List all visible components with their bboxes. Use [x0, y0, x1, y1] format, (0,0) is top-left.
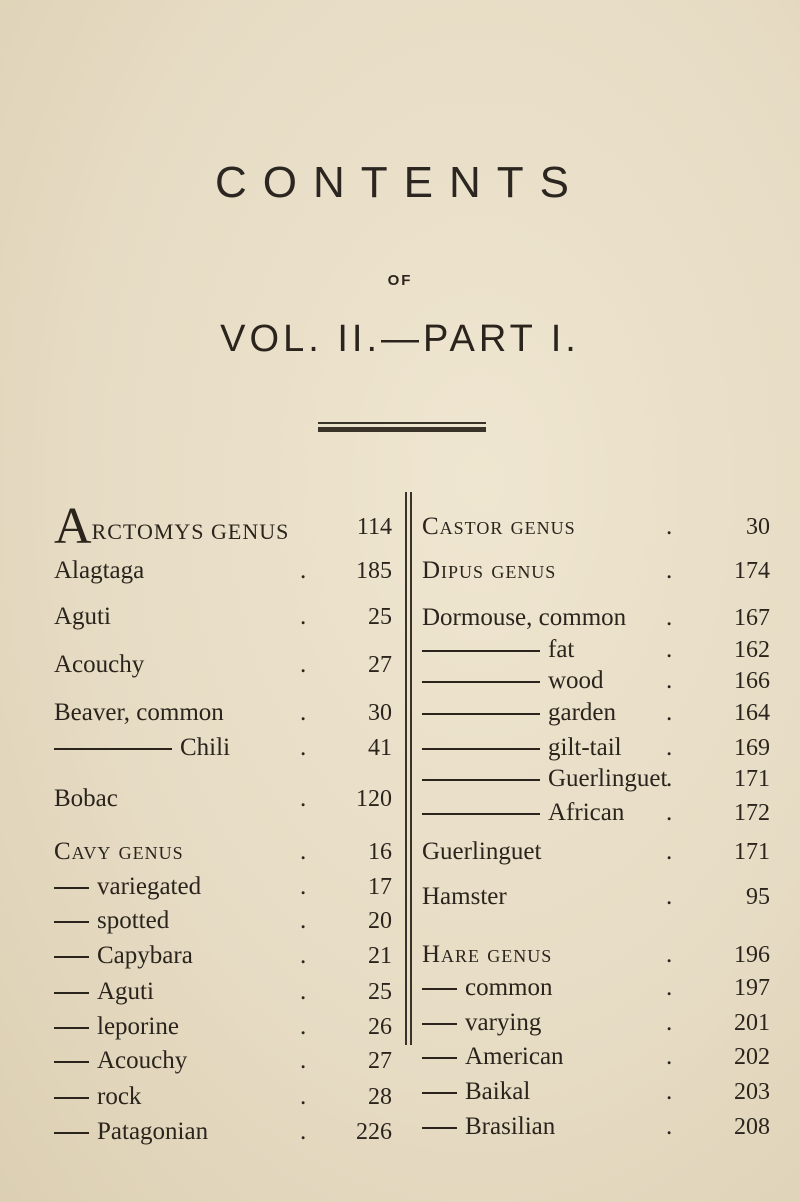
entry-label: Baikal: [465, 1078, 531, 1105]
leader-dot: .: [300, 1118, 307, 1145]
toc-entry: [54, 648, 144, 682]
page-number: 197: [734, 975, 770, 1001]
leader-dot: .: [300, 603, 307, 630]
ditto-dash: [422, 713, 540, 715]
ditto-dash: [54, 1061, 89, 1063]
leader-dot: .: [666, 604, 673, 631]
entry-label: rock: [97, 1083, 142, 1110]
entry-label: Hare genus: [422, 941, 553, 968]
toc-entry: [422, 696, 616, 730]
page-number: 41: [368, 735, 392, 761]
ditto-dash: [54, 956, 89, 958]
leader-dot: .: [666, 799, 673, 826]
page-number: 196: [734, 942, 770, 968]
ditto-dash: [54, 887, 89, 889]
page-number: 25: [368, 604, 392, 630]
page-number: 25: [368, 979, 392, 1005]
ditto-dash: [54, 1027, 89, 1029]
entry-label: Acouchy: [97, 1047, 188, 1074]
leader-dot: .: [666, 838, 673, 865]
entry-label: wood: [548, 667, 604, 694]
page-number: 28: [368, 1084, 392, 1110]
entry-label: Dipus genus: [422, 557, 557, 584]
page-number: 114: [356, 514, 392, 540]
leader-dot: .: [300, 907, 307, 934]
page-number: 95: [746, 884, 770, 910]
entry-label: Guerlinguet: [422, 838, 542, 865]
ditto-dash: [54, 921, 89, 923]
toc-entry: [54, 975, 154, 1009]
leader-dot: .: [300, 873, 307, 900]
toc-entry: [422, 633, 574, 667]
ditto-dash: [422, 813, 540, 815]
toc-entry: [54, 498, 290, 555]
toc-entry: [422, 731, 622, 765]
entry-label: Hamster: [422, 883, 507, 910]
entry-label: fat: [548, 636, 575, 663]
toc-entry: [422, 938, 552, 972]
entry-label: Dormouse, common: [422, 604, 627, 631]
page-number: 169: [734, 735, 770, 761]
entry-label: African: [548, 799, 625, 826]
toc-entry: [422, 796, 624, 830]
entry-label: Chili: [180, 734, 231, 761]
leader-dot: .: [666, 1043, 673, 1070]
leader-dot: .: [666, 974, 673, 1001]
leader-dot: .: [300, 942, 307, 969]
entry-label: Capybara: [97, 942, 193, 969]
leader-dot: .: [666, 513, 673, 540]
leader-dot: .: [666, 557, 673, 584]
toc-entry: [422, 762, 667, 796]
toc-entry: [422, 971, 553, 1005]
toc-entry: [54, 1080, 141, 1114]
page-number: 30: [746, 514, 770, 540]
page-number: 201: [734, 1010, 770, 1036]
page-number: 174: [734, 558, 770, 584]
ditto-dash: [422, 1023, 457, 1025]
leader-dot: .: [300, 651, 307, 678]
page-number: 171: [734, 766, 770, 792]
leader-dot: .: [666, 667, 673, 694]
page-number: 20: [368, 908, 392, 934]
toc-entry: [54, 1010, 179, 1044]
entry-label: Castor genus: [422, 513, 576, 540]
column-divider: [405, 492, 407, 1045]
ditto-dash: [422, 779, 540, 781]
drop-capital: A: [54, 498, 92, 555]
entry-label: leporine: [97, 1013, 179, 1040]
leader-dot: .: [666, 883, 673, 910]
page-number: 203: [734, 1079, 770, 1105]
entry-label: Aguti: [97, 978, 154, 1005]
entry-label: RCTOMYS GENUS: [91, 519, 290, 544]
page-number: 26: [368, 1014, 392, 1040]
toc-entry: [422, 1040, 564, 1074]
leader-dot: .: [300, 1013, 307, 1040]
leader-dot: .: [666, 636, 673, 663]
ditto-dash: [422, 988, 457, 990]
page-number: 202: [734, 1044, 770, 1070]
ditto-dash: [54, 748, 172, 750]
leader-dot: .: [300, 978, 307, 1005]
page-number: 208: [734, 1114, 770, 1140]
leader-dot: .: [666, 1113, 673, 1140]
title-rule-thick: [318, 427, 486, 432]
leader-dot: .: [300, 785, 307, 812]
toc-entry: [54, 600, 111, 634]
entry-label: garden: [548, 699, 617, 726]
entry-label: American: [465, 1043, 564, 1070]
page-number: 27: [368, 652, 392, 678]
toc-entry: [422, 1075, 530, 1109]
entry-label: Beaver, common: [54, 699, 224, 726]
entry-label: common: [465, 974, 553, 1001]
ditto-dash: [422, 1092, 457, 1094]
toc-entry: [422, 601, 626, 635]
page-number: 171: [734, 839, 770, 865]
page-title: CONTENTS: [215, 158, 585, 207]
page-number: 164: [734, 700, 770, 726]
ditto-dash: [54, 1132, 89, 1134]
leader-dot: .: [300, 734, 307, 761]
toc-entry: [54, 870, 201, 904]
page-number: 172: [734, 800, 770, 826]
toc-entry: [422, 1110, 555, 1144]
leader-dot: .: [300, 838, 307, 865]
toc-entry: [54, 731, 230, 765]
entry-label: Patagonian: [97, 1118, 209, 1145]
entry-label: varying: [465, 1009, 542, 1036]
leader-dot: .: [666, 765, 673, 792]
toc-entry: [422, 664, 604, 698]
entry-label: spotted: [97, 907, 170, 934]
ditto-dash: [422, 748, 540, 750]
toc-entry: [54, 1115, 208, 1149]
page-number: 162: [734, 637, 770, 663]
entry-label: Guerlinguet: [548, 765, 668, 792]
entry-label: Brasilian: [465, 1113, 556, 1140]
page-number: 16: [368, 839, 392, 865]
entry-label: Cavy genus: [54, 838, 184, 865]
entry-label: Acouchy: [54, 651, 145, 678]
toc-entry: [422, 880, 507, 914]
page-number: 17: [368, 874, 392, 900]
entry-label: Aguti: [54, 603, 111, 630]
ditto-dash: [422, 1057, 457, 1059]
toc-entry: [54, 835, 184, 869]
toc-entry: [422, 510, 576, 544]
page-number: 120: [356, 786, 392, 812]
toc-entry: [422, 835, 541, 869]
leader-dot: .: [666, 734, 673, 761]
ditto-dash: [422, 650, 540, 652]
page-number: 166: [734, 668, 770, 694]
ditto-dash: [54, 1097, 89, 1099]
subtitle-of: OF: [387, 272, 413, 289]
page-number: 185: [356, 558, 392, 584]
volume-title: VOL. II.—PART I.: [220, 318, 580, 360]
toc-entry: [54, 904, 169, 938]
page-number: 226: [356, 1119, 392, 1145]
page-number: 27: [368, 1048, 392, 1074]
leader-dot: .: [666, 699, 673, 726]
ditto-dash: [422, 1127, 457, 1129]
entry-label: variegated: [97, 873, 202, 900]
entry-label: gilt-tail: [548, 734, 622, 761]
leader-dot: .: [300, 1083, 307, 1110]
leader-dot: .: [300, 557, 307, 584]
ditto-dash: [422, 681, 540, 683]
entry-label: Alagtaga: [54, 557, 145, 584]
toc-entry: [422, 554, 556, 588]
toc-entry: [54, 1044, 187, 1078]
toc-entry: [422, 1006, 541, 1040]
page-number: 30: [368, 700, 392, 726]
entry-label: Bobac: [54, 785, 118, 812]
title-rule-thin: [318, 422, 486, 424]
toc-entry: [54, 554, 144, 588]
toc-entry: [54, 696, 224, 730]
ditto-dash: [54, 992, 89, 994]
column-divider: [410, 492, 412, 1045]
leader-dot: .: [666, 941, 673, 968]
toc-entry: [54, 782, 118, 816]
leader-dot: .: [666, 1078, 673, 1105]
leader-dot: .: [300, 1047, 307, 1074]
leader-dot: .: [300, 699, 307, 726]
page-number: 21: [368, 943, 392, 969]
toc-entry: [54, 939, 193, 973]
leader-dot: .: [666, 1009, 673, 1036]
page-number: 167: [734, 605, 770, 631]
